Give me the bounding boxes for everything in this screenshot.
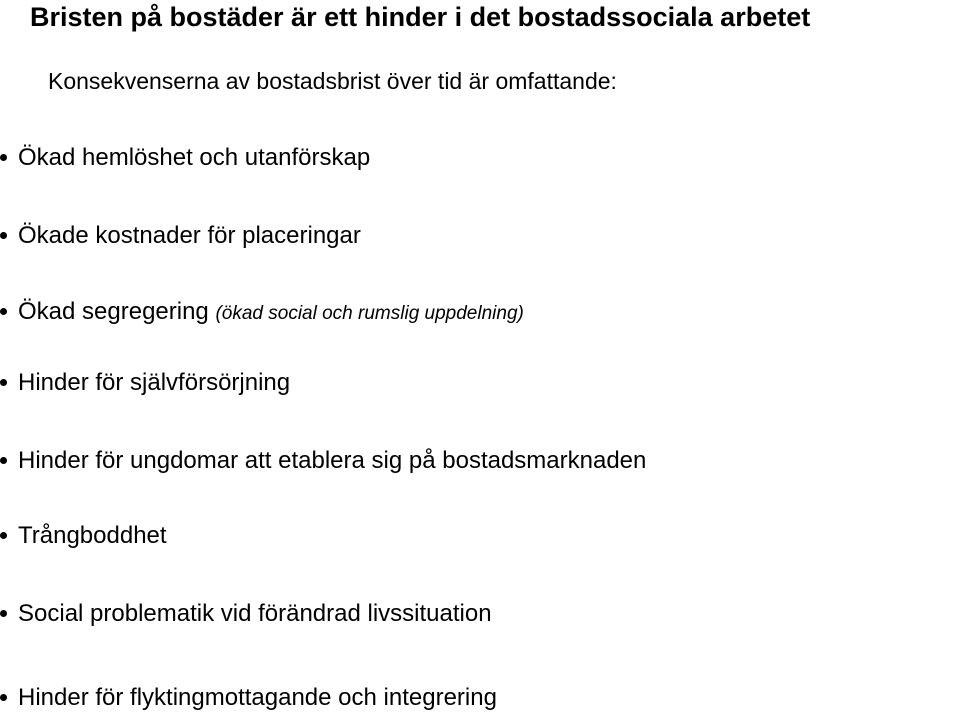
bullet-dot-icon — [0, 457, 7, 464]
bullet-dot-icon — [0, 610, 7, 617]
bullet-text: Ökad hemlöshet och utanförskap — [18, 144, 371, 171]
bullet-text: Ökad segregering — [18, 298, 209, 325]
slide-title: Bristen på bostäder är ett hinder i det bostadssociala arbetet — [30, 2, 811, 32]
bullet-note: (ökad social och rumslig uppdelning) — [215, 303, 524, 324]
intro-text: Konsekvenserna av bostadsbrist över tid är omfattande: — [48, 68, 617, 94]
bullet-text: Ökade kostnader för placeringar — [18, 222, 361, 249]
bullet-dot-icon — [0, 154, 7, 161]
bullet-dot-icon — [0, 379, 7, 386]
bullet-text: Hinder för självförsörjning — [18, 369, 291, 396]
bullet-text: Hinder för flyktingmottagande och integrering — [18, 684, 497, 711]
bullet-dot-icon — [0, 694, 7, 701]
bullet-text: Trångboddhet — [18, 522, 167, 549]
bullet-dot-icon — [0, 232, 7, 239]
bullet-text: Hinder för ungdomar att etablera sig på bostadsmarknaden — [18, 447, 647, 474]
bullet-dot-icon — [0, 308, 7, 315]
bullet-dot-icon — [0, 532, 7, 539]
bullet-text: Social problematik vid förändrad livssituation — [18, 600, 492, 627]
bullet-text-wrapper — [18, 295, 524, 331]
